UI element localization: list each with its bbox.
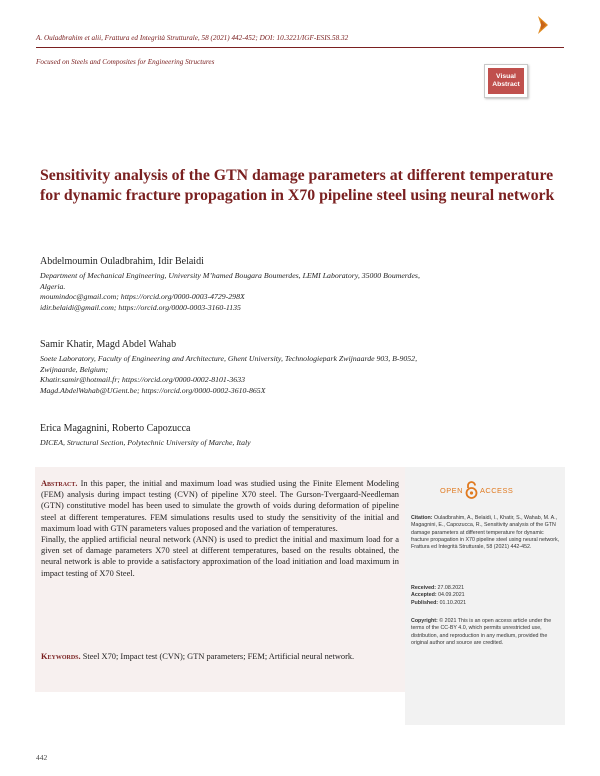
dates-block (411, 585, 561, 607)
affiliation-line: Department of Mechanical Engineering, University M’hamed Bougara Boumerdes, LEMI Laboratory, 35000 Boumerdes, (40, 271, 420, 280)
citation-label: Citation: (411, 515, 433, 521)
access-word: ACCESS (479, 485, 514, 495)
copyright-text: © 2021 This is an open access article under the terms of the CC-BY 4.0, which permits unrestricted use, distribution, and reproduction in any medium, provided the original author and source are credited. (411, 618, 552, 646)
abstract-label: Abstract. (41, 479, 78, 488)
open-access-lock-icon (465, 481, 478, 499)
author-email-orcid[interactable]: idir.belaidi@gmail.com; https://orcid.org/0000-0003-3160-1135 (40, 302, 241, 312)
affiliation-line: Algeria. (40, 281, 66, 291)
visual-abstract-label-line1: Visual (496, 73, 516, 80)
published-date: 01.10.2021 (439, 599, 467, 606)
author-email-orcid[interactable]: moumindoc@gmail.com; https://orcid.org/0000-0003-4729-298X (40, 292, 245, 301)
open-access-badge (440, 478, 540, 502)
accepted-date: 04.09.2021 (438, 592, 465, 599)
abstract-text (41, 478, 399, 579)
citation-body: Ouladbrahim, A., Belaidi, I., Khatir, S., Wahab, M. A., Magagnini, E., Capozucca, R., Sensitivity analysis of the GTN damage parameters at different temperature for dynamic fracture propagation in X70 pipeline steel using neural network, Frattura ed Integrità Strutturale, 58 (2021) 442-452. (411, 515, 560, 551)
affiliation-line: Soete Laboratory, Faculty of Engineering and Architecture, Ghent University, Technologiepark Zwijnaarde 903, B-9052, (40, 354, 418, 363)
affiliation-block-1 (40, 271, 560, 313)
affiliation-block-2 (40, 354, 560, 396)
visual-abstract-button[interactable] (484, 64, 528, 98)
received-line (411, 585, 561, 592)
visual-abstract-label-line2: Abstract (492, 81, 520, 88)
page-number: 442 (36, 753, 48, 762)
published-line (411, 600, 561, 607)
copyright-label: Copyright: (411, 618, 438, 624)
accepted-line (411, 592, 561, 599)
received-date: 27.08.2021 (437, 585, 465, 591)
abstract-paragraph-2: Finally, the applied artificial neural network (ANN) is used to predict the initial and maximum load for a given set of damage parameters X70 steel at different temperatures, based on the results obtained, the neural network is able to provide a satisfactory approximation of the load initiation and load maximum in impact testing of X70 Steel. (41, 535, 399, 578)
keywords-label: Keywords. (41, 652, 81, 661)
copyright-block (411, 618, 561, 647)
abstract-paragraph-1 (41, 478, 399, 534)
keywords-text: Steel X70; Impact test (CVN); GTN parameters; FEM; Artificial neural network. (82, 652, 355, 661)
author-names-3: Erica Magagnini, Roberto Capozucca (40, 423, 191, 434)
received-label: Received: (411, 585, 437, 591)
keywords (41, 651, 399, 662)
journal-logo-icon (536, 14, 550, 36)
paper-title: Sensitivity analysis of the GTN damage parameters at different temperature for dynamic fracture propagation in X70 pipeline steel using neural network (40, 167, 555, 204)
citation-text (411, 515, 561, 551)
author-email-orcid[interactable]: Magd.AbdelWahab@UGent.be; https://orcid.org/0000-0002-3610-865X (40, 385, 266, 395)
focus-line: Focused on Steels and Composites for Engineering Structures (36, 58, 215, 66)
header-divider (36, 47, 564, 48)
affiliation-line: DICEA, Structural Section, Polytechnic University of Marche, Italy (40, 438, 251, 447)
affiliation-line: Zwijnaarde, Belgium; (40, 364, 109, 374)
abstract-para1: In this paper, the initial and maximum load was studied using the Finite Element Modeling (FEM) analysis during impact testing (CVN) of pipeline X70 steel. The Gurson-Tvergaard-Needleman (GTN) constitutive model has been used to simulate the growth of voids during deformation of pipeline steel at different temperatures. FEM simulations results used to study the sensitivity of the initial and maximum load with GTN parameters values proposed and the variation of temperatures. (41, 479, 400, 533)
author-email-orcid[interactable]: Khatir.samir@hotmail.fr; https://orcid.org/0000-0002-8101-3633 (40, 375, 245, 384)
author-names-1: Abdelmoumin Ouladbrahim, Idir Belaidi (40, 256, 204, 267)
running-header: A. Ouladbrahim et alii, Frattura ed Integrità Strutturale, 58 (2021) 442-452; DOI: 10.3221/IGF-ESIS.58.32 (36, 34, 349, 42)
open-word: OPEN (440, 485, 463, 495)
published-label: Published: (411, 599, 439, 606)
accepted-label: Accepted: (411, 592, 437, 599)
author-names-2: Samir Khatir, Magd Abdel Wahab (40, 339, 177, 350)
affiliation-block-3 (40, 438, 560, 449)
